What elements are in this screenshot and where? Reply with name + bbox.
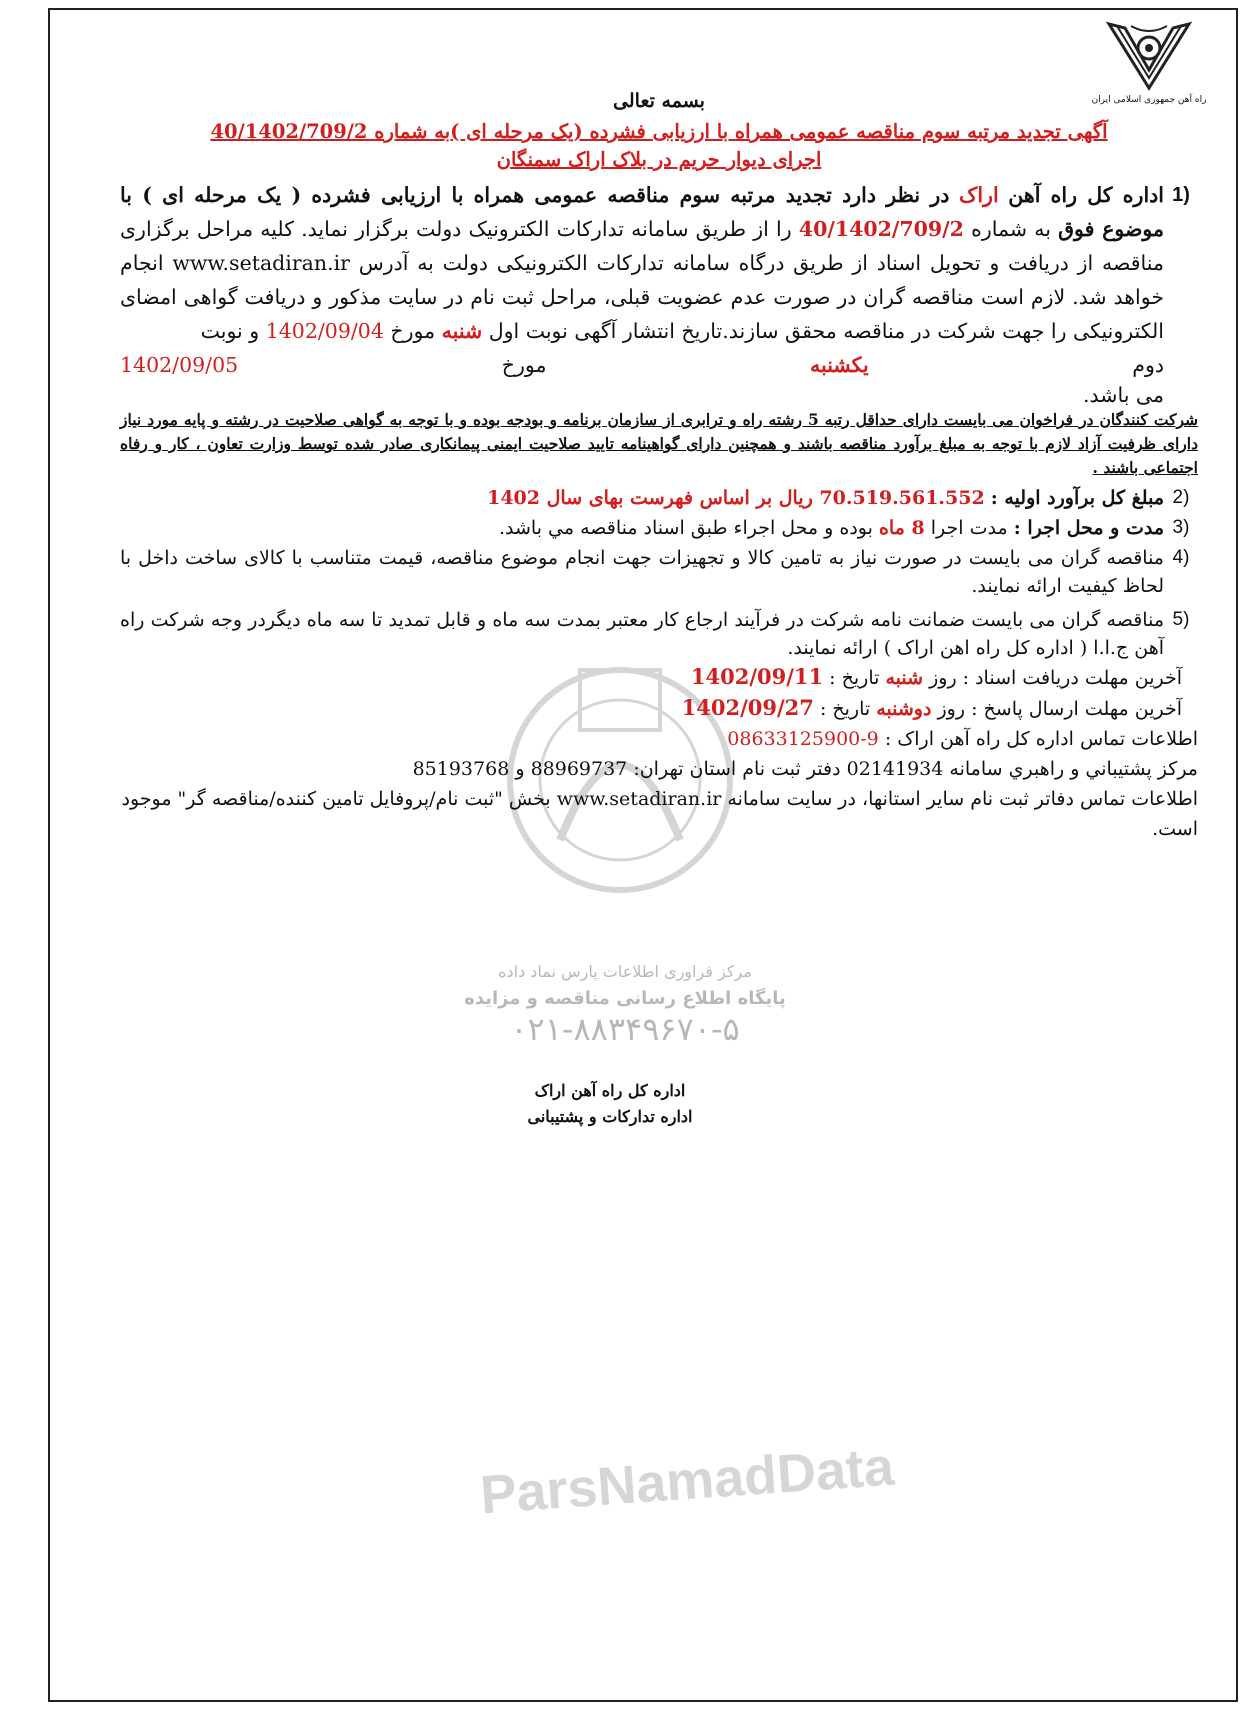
notice-title [120,118,1198,146]
deadline-date-label: تاریخ : [819,698,871,720]
clause1-run: در نظر دارد تجدید مرتبه سوم مناقصه عمومی همراه با ارزیابی فشرده ( یک مرحله ای ) با موضوع فوق [120,183,1164,241]
watermark-line2: پایگاه اطلاع رسانی مناقصه و مزایده [464,988,786,1009]
estimate-value: 70.519.561.552 ریال بر اساس فهرست بهای سال 1402 [487,487,985,509]
document-page [48,8,1238,1702]
eligibility-warning: شرکت کنندگان در فراخوان می بایست دارای حداقل رتبه 5 رشته راه و ترابری از سازمان برنامه و بودجه بوده و با توجه به گواهی صلاحیت در رشته و پایه مورد نیاز دارای ظرفیت آزاد لازم با توجه به مبلغ برآورد مناقصه باشند و همچنین دارای گواهینامه تایید صلاحیت ایمنی پیمانکاری صادر شده توسط وزارت تعاون ، کار و رفاه اجتماعی باشند . [120,410,1198,477]
duration-run: بوده و محل اجراء طبق اسناد مناقصه مي باشد. [498,517,873,539]
clause1-day1: شنبه [441,319,483,343]
clause1-date2: 1402/09/05 [120,353,239,377]
clause-3 [120,514,1198,542]
clause-text [120,514,1164,542]
clause1-run: مورخ [501,353,547,377]
logo-caption: راه آهن جمهوری اسلامی ایران [1091,95,1207,105]
deadline-label: آخرین مهلت ارسال پاسخ : روز [937,698,1182,720]
clause1-url: www.setadiran.ir [172,251,350,275]
clause-1 [120,178,1198,408]
tender-number: 40/1402/709/2 [210,120,368,143]
contact-label: اطلاعات تماس اداره کل راه آهن اراک : [884,728,1198,750]
deadline-label: آخرین مهلت دریافت اسناد : روز [929,667,1182,689]
arak-contact [120,724,1198,754]
clause-text [120,484,1164,512]
clause1-run: و نوبت [200,319,260,343]
notice-body [120,86,1198,844]
contact-phone: 08633125900-9 [727,728,879,750]
deadline-day: شنبه [885,667,924,689]
estimate-label: مبلغ کل برآورد اولیه : [990,487,1164,509]
bismillah: بسمه تعالی [613,90,705,112]
signature-line1: اداره کل راه آهن اراک [534,1081,686,1100]
clause1-tender-number: 40/1402/709/2 [798,217,964,241]
signature-line2: اداره تدارکات و پشتیبانی [527,1107,693,1126]
clause-number: 2) [1172,487,1190,508]
duration-run: مدت اجرا [930,517,1008,539]
clause-text: مناقصه گران می بایست ضمانت نامه شرکت در فرآیند ارجاع کار معتبر بمدت سه ماه و قابل تمدید تا سه ماه دیگردر وجه شرکت راه آهن ج.ا.ا ( اداره کل راه اهن اراک ) ارائه نمایند. [120,609,1164,659]
duration-label: مدت و محل اجرا : [1013,517,1164,539]
clause1-run: به شماره [971,217,1051,241]
railway-emblem-icon [1101,18,1197,94]
clause-number: 4) [1172,547,1190,568]
clause-number: 1) [1172,184,1190,206]
clause1-date1: 1402/09/04 [265,319,384,343]
offices-text: اطلاعات تماس دفاتر ثبت نام سایر استانها، در سایت سامانه [727,788,1198,810]
clause-text: مناقصه گران می بایست در صورت نیاز به تامین کالا و تجهیزات جهت انجام موضوع مناقصه، قیمت متناسب با کالای ساخت داخل با لحاظ کیفیت ارائه نمایند. [120,547,1164,597]
second-publication-line [120,348,1164,382]
watermark-latin: ParsNamadData [478,1436,896,1526]
clause1-day2: یکشنبه [810,353,869,377]
document-deadline [120,662,1198,693]
offices-url: www.setadiran.ir [556,788,722,810]
signature-block [480,1078,740,1130]
offices-text: بخش "ثبت نام/پروفایل تامین کننده/مناقصه گر" موجود است. [121,788,1198,840]
watermark-phone: ۰۲۱-۸۸۳۴۹۶۷۰-۵ [510,1010,740,1048]
clause-2 [120,484,1198,512]
clause-5 [120,606,1198,662]
deadline-date-label: تاریخ : [829,667,880,689]
clause-text [120,178,1164,408]
notice-subject: اجرای دیوار حریم در بلاک اراک سمنگان [496,148,822,171]
clause1-run: انجام خواهد شد. لازم است مناقصه گران در صورت عدم عضویت قبلی، مراحل ثبت نام در سایت مذکور و دریافت گواهی امضای الکترونیکی را جهت شرکت در مناقصه محقق سازند.تاریخ انتشار آگهی نوبت اول [120,251,1164,343]
clause-number: 5) [1172,609,1190,630]
response-deadline [120,693,1198,724]
offices-contact [120,784,1198,844]
deadline-date: 1402/09/11 [690,664,824,689]
clause1-run: اداره کل راه آهن [1008,183,1164,207]
clause1-end: می باشد. [1083,383,1164,407]
support-contact: مرکز پشتيباني و راهبري سامانه 02141934 دفتر ثبت نام استان تهران: 88969737 و 85193768 [412,758,1198,780]
duration-value: 8 ماه [878,517,925,539]
clause1-city: اراک [959,183,999,207]
deadline-day: دوشنبه [876,698,932,720]
clause-4 [120,544,1198,600]
watermark-line1: مرکز فراوری اطلاعات پارس نماد داده [498,962,752,981]
deadline-date: 1402/09/27 [681,695,814,720]
clause1-run: را از طریق سامانه تدارکات الکترونیک دولت برگزار نماید. کلیه مراحل برگزاری مناقصه از دریافت و تحویل اسناد از طریق درگاه سامانه تدارکات الکترونیکی دولت به آدرس [120,217,1164,275]
clause-number: 3) [1172,517,1190,538]
title-line1: آگهی تجدید مرتبه سوم مناقصه عمومی همراه با ارزیابی فشرده (یک مرحله ای )به شماره [374,120,1108,143]
clause1-run: دوم [1132,353,1164,377]
clause1-run: مورخ [390,319,436,343]
